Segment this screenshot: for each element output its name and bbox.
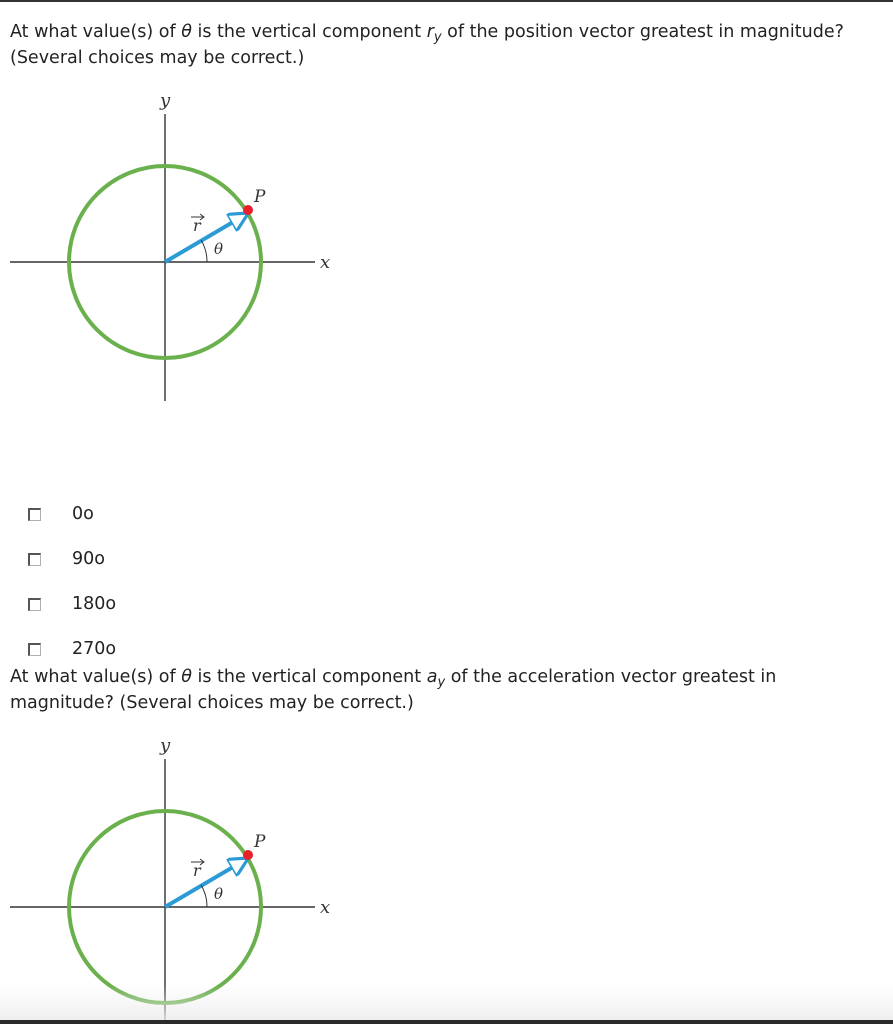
choice-label: 270o: [72, 639, 117, 659]
question-1-text: At what value(s) of θ is the vertical component $r_y$ of the position vector greatest in magnitude? (Several choices may be correct.): [10, 22, 844, 68]
angle-label: θ: [214, 885, 224, 903]
checkbox-180[interactable]: [28, 598, 41, 611]
choice-label: 0o: [72, 504, 94, 524]
checkbox-0[interactable]: [28, 508, 41, 521]
y-axis-label: y: [160, 735, 171, 756]
top-border: [0, 0, 893, 2]
point-p: [243, 850, 253, 860]
choice-0[interactable]: [28, 503, 116, 548]
point-p: [243, 205, 253, 215]
answer-choices: [28, 503, 116, 683]
position-vector: [165, 860, 245, 907]
vector-label: r: [193, 216, 201, 235]
choice-label: 90o: [72, 549, 105, 569]
angle-label: θ: [214, 240, 224, 258]
point-label: P: [254, 832, 266, 852]
question-1-figure: [0, 88, 360, 408]
y-axis-label: y: [160, 90, 171, 111]
position-component-var: r: [426, 22, 434, 42]
choice-label: 180o: [72, 594, 117, 614]
checkbox-270[interactable]: [28, 643, 41, 656]
choice-90[interactable]: [28, 548, 116, 593]
acceleration-component-var: a: [426, 667, 438, 687]
theta-symbol: θ: [181, 667, 192, 687]
theta-symbol: θ: [181, 22, 192, 42]
point-label: P: [254, 187, 266, 207]
angle-arc: [201, 240, 207, 262]
position-vector: [165, 215, 245, 262]
x-axis-label: x: [320, 252, 331, 273]
bottom-border: [0, 1020, 893, 1024]
vector-label: r: [193, 861, 201, 880]
angle-arc: [201, 885, 207, 907]
question-2-text: At what value(s) of θ is the vertical component $a_y$ of the acceleration vector greatest in magnitude? (Several choices may be correct.): [10, 667, 777, 713]
choice-180[interactable]: [28, 593, 116, 638]
x-axis-label: x: [320, 897, 331, 918]
question-2-figure: [0, 733, 360, 1024]
checkbox-90[interactable]: [28, 553, 41, 566]
bottom-fade: [0, 985, 893, 1024]
